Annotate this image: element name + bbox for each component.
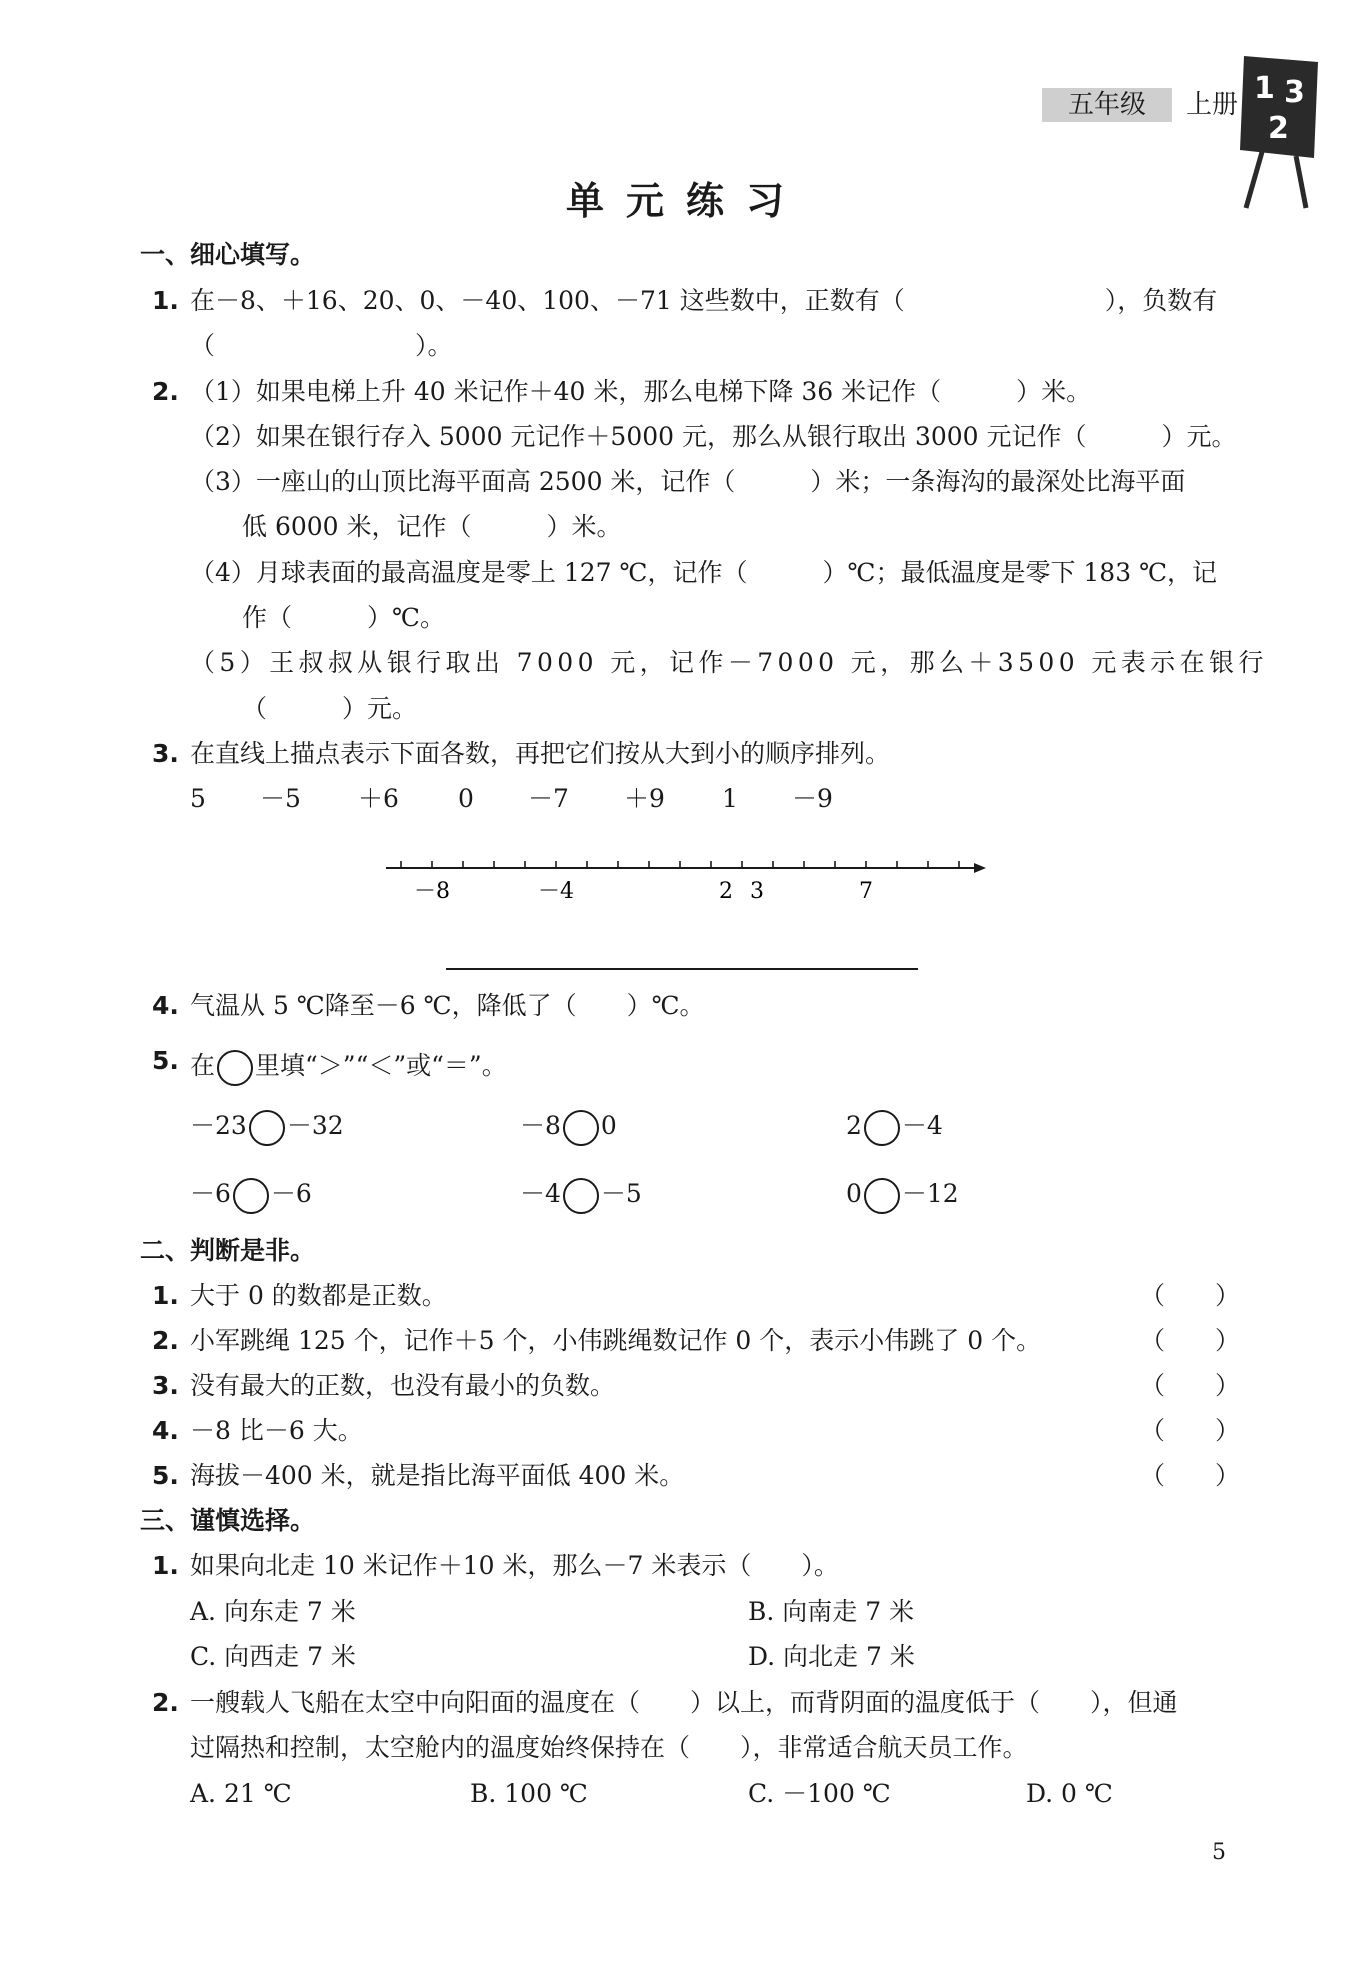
circle-icon xyxy=(217,1050,253,1086)
number-line-label: 7 xyxy=(859,879,873,904)
choice2-line1: 一艘载人飞船在太空中向阳面的温度在（ ）以上，而背阴面的温度低于（ ），但通 xyxy=(190,1688,1178,1717)
compare-item: －4 －5 xyxy=(520,1174,642,1214)
answer-circle[interactable] xyxy=(864,1178,900,1214)
answer-circle[interactable] xyxy=(563,1110,599,1146)
q3-answer-line xyxy=(446,968,918,970)
q5-text xyxy=(190,1046,507,1086)
badge-digit-2: 2 xyxy=(1268,111,1289,146)
number-line-label: －4 xyxy=(538,879,574,904)
q2-part5-line2: （ ）元。 xyxy=(242,694,418,723)
choice1-option-d[interactable]: D. 向北走 7 米 xyxy=(748,1642,915,1671)
section-2-heading: 二、判断是非。 xyxy=(140,1236,316,1265)
q1-line1: 在－8、＋16、20、0、－40、100、－71 这些数中，正数有（ ），负数有 xyxy=(190,286,1218,315)
q3-num: －7 xyxy=(528,784,569,813)
blackboard-badge-icon xyxy=(1240,52,1320,210)
badge-digit-3: 3 xyxy=(1284,75,1305,110)
compare-item: －8 0 xyxy=(520,1106,617,1146)
q2-part3-line2: 低 6000 米，记作（ ）米。 xyxy=(242,512,622,541)
judge-paren[interactable]: （ ） xyxy=(1140,1371,1241,1400)
q2-part3-line1: （3）一座山的山顶比海平面高 2500 米，记作（ ）米；一条海沟的最深处比海平面 xyxy=(190,467,1186,496)
badge-digit-1: 1 xyxy=(1254,71,1275,106)
q1-number: 1. xyxy=(152,286,179,315)
number-line-label: 2 xyxy=(719,879,733,904)
q5-text-post: 里填“＞”“＜”或“＝”。 xyxy=(255,1051,507,1080)
section-3-heading: 三、谨慎选择。 xyxy=(140,1506,316,1535)
choice1-option-b[interactable]: B. 向南走 7 米 xyxy=(748,1597,915,1626)
q3-num: 5 xyxy=(190,784,206,813)
number-line-label: －8 xyxy=(414,879,450,904)
q1-line2: （ ）。 xyxy=(190,331,453,360)
page-title: 单元练习 xyxy=(566,179,807,223)
judge-paren[interactable]: （ ） xyxy=(1140,1281,1241,1310)
judge-number: 2. xyxy=(152,1326,179,1355)
number-line-label: 3 xyxy=(750,879,764,904)
compare-item: －6 －6 xyxy=(190,1174,312,1214)
choice1-option-a[interactable]: A. 向东走 7 米 xyxy=(190,1597,356,1626)
answer-circle[interactable] xyxy=(864,1110,900,1146)
q3-num: ＋6 xyxy=(358,784,399,813)
q3-num: 1 xyxy=(722,784,738,813)
answer-circle[interactable] xyxy=(249,1110,285,1146)
compare-item: 0 －12 xyxy=(846,1174,959,1214)
q2-part4-line2: 作（ ）℃。 xyxy=(242,603,445,632)
q4-text: 气温从 5 ℃降至－6 ℃，降低了（ ）℃。 xyxy=(190,991,705,1020)
choice2-option-a[interactable]: A. 21 ℃ xyxy=(190,1779,292,1808)
judge-text: 海拔－400 米，就是指比海平面低 400 米。 xyxy=(190,1461,685,1490)
choice2-option-d[interactable]: D. 0 ℃ xyxy=(1026,1779,1113,1808)
judge-number: 4. xyxy=(152,1416,179,1445)
choice2-line2: 过隔热和控制，太空舱内的温度始终保持在（ ），非常适合航天员工作。 xyxy=(190,1733,1028,1762)
judge-paren[interactable]: （ ） xyxy=(1140,1416,1241,1445)
grade-label: 五年级 xyxy=(1042,88,1172,122)
section-1-heading: 一、细心填写。 xyxy=(140,240,316,269)
q2-part5-line1: （5）王叔叔从银行取出 7000 元，记作－7000 元，那么＋3500 元表示在银行 xyxy=(190,648,1268,677)
q5-text-pre: 在 xyxy=(190,1051,216,1080)
q2-part2: （2）如果在银行存入 5000 元记作＋5000 元，那么从银行取出 3000 元记作（ ）元。 xyxy=(190,422,1237,451)
choice2-number: 2. xyxy=(152,1688,179,1717)
q5-number: 5. xyxy=(152,1046,179,1075)
answer-circle[interactable] xyxy=(233,1178,269,1214)
q3-num: 0 xyxy=(458,784,474,813)
judge-number: 5. xyxy=(152,1461,179,1490)
answer-circle[interactable] xyxy=(563,1178,599,1214)
q3-text: 在直线上描点表示下面各数，再把它们按从大到小的顺序排列。 xyxy=(190,739,891,768)
choice1-text: 如果向北走 10 米记作＋10 米，那么－7 米表示（ ）。 xyxy=(190,1551,839,1580)
choice2-option-c[interactable]: C. －100 ℃ xyxy=(748,1779,891,1808)
judge-number: 1. xyxy=(152,1281,179,1310)
judge-text: －8 比－6 大。 xyxy=(190,1416,363,1445)
q2-part4-line1: （4）月球表面的最高温度是零上 127 ℃，记作（ ）℃；最低温度是零下 183 ℃，记 xyxy=(190,558,1218,587)
arrow-right-icon xyxy=(974,863,986,873)
judge-text: 小军跳绳 125 个，记作＋5 个，小伟跳绳数记作 0 个，表示小伟跳了 0 个。 xyxy=(190,1326,1042,1355)
q3-num: －9 xyxy=(792,784,833,813)
judge-text: 没有最大的正数，也没有最小的负数。 xyxy=(190,1371,616,1400)
q3-number: 3. xyxy=(152,739,179,768)
q2-part1: （1）如果电梯上升 40 米记作＋40 米，那么电梯下降 36 米记作（ ）米。 xyxy=(190,377,1092,406)
volume-label: 上册 xyxy=(1186,90,1239,120)
judge-paren[interactable]: （ ） xyxy=(1140,1461,1241,1490)
q2-number: 2. xyxy=(152,377,179,406)
choice2-option-b[interactable]: B. 100 ℃ xyxy=(470,1779,588,1808)
compare-item: －23 －32 xyxy=(190,1106,344,1146)
number-line xyxy=(370,850,990,910)
judge-text: 大于 0 的数都是正数。 xyxy=(190,1281,447,1310)
q3-num: ＋9 xyxy=(624,784,665,813)
q3-num: －5 xyxy=(260,784,301,813)
page-number: 5 xyxy=(1212,1840,1226,1865)
judge-number: 3. xyxy=(152,1371,179,1400)
compare-item: 2 －4 xyxy=(846,1106,943,1146)
judge-paren[interactable]: （ ） xyxy=(1140,1326,1241,1355)
number-line-ticks xyxy=(401,861,959,868)
choice1-number: 1. xyxy=(152,1551,179,1580)
choice1-option-c[interactable]: C. 向西走 7 米 xyxy=(190,1642,356,1671)
q4-number: 4. xyxy=(152,991,179,1020)
